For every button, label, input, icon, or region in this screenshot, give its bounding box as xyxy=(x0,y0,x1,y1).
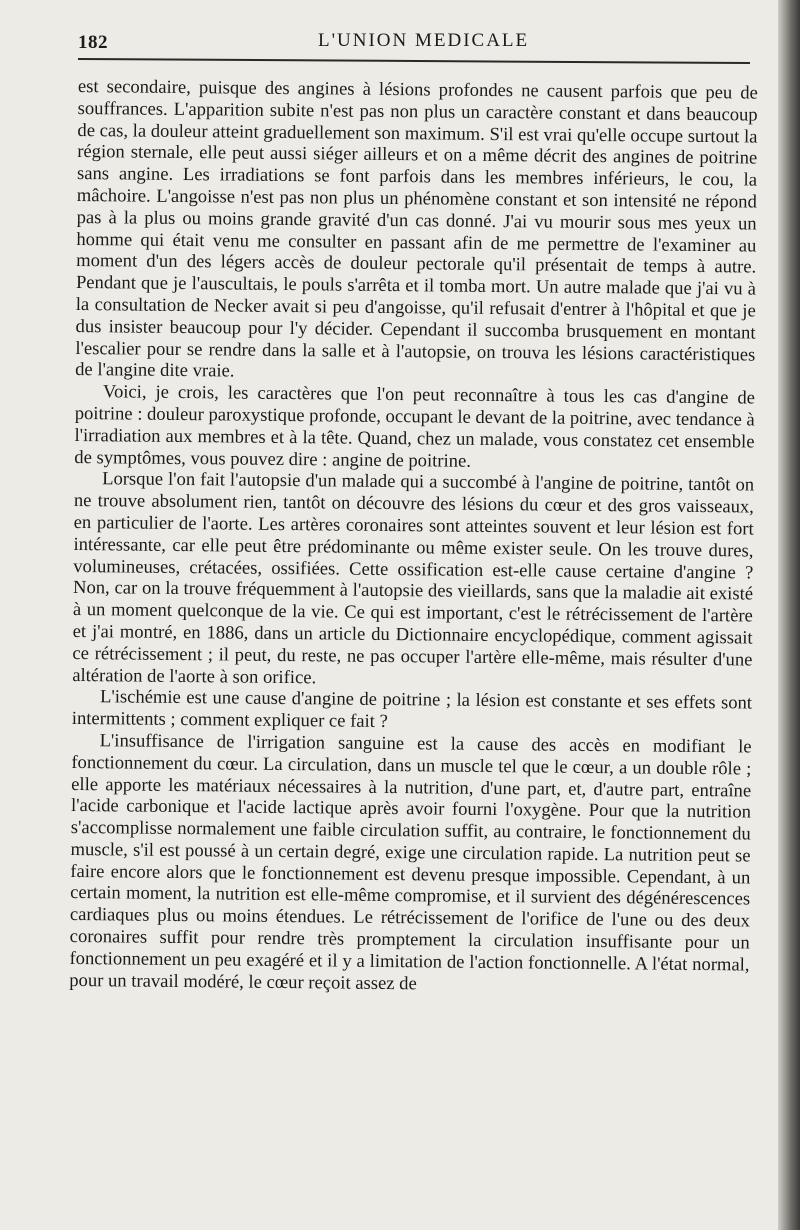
article-body xyxy=(69,76,758,998)
journal-title: L'UNION MEDICALE xyxy=(318,30,530,51)
page-edge-shadow xyxy=(778,0,800,1230)
paragraph: L'ischémie est une cause d'angine de poitrine ; la lésion est constante et ses effets sont intermittents ; comment expliquer ce fait ? xyxy=(71,686,753,733)
running-header xyxy=(78,26,758,62)
paragraph: Lorsque l'on fait l'autopsie d'un malade qui a succombé à l'angine de poitrine, tantôt on ne trouve absolument rien, tantôt on découvre des lésions du cœur et des gros vaisseaux, en particulier de l'aorte. Les artères coronaires sont atteintes souvent et leur lésion est fort intéressante, car elle peut être prédominante ou même exister seule. On les trouve dures, volumineuses, crétacées, ossifiées. Cette ossification est-elle cause certaine d'angine ? Non, car on la trouve fréquemment à l'autopsie des vieillards, sans que la maladie ait existé à un moment quelconque de la vie. Ce qui est important, c'est le rétrécissement de l'artère et j'ai montré, en 1886, dans un article du Dictionnaire encyclopédique, comment agissait ce rétrécissement ; il peut, du reste, ne pas occuper l'artère elle-même, mais résulter d'une altération de l'aorte à son orifice. xyxy=(72,468,755,688)
paragraph: est secondaire, puisque des angines à lésions profondes ne causent parfois que peu de souffrances. L'apparition subite n'est pas non plus un caractère constant et dans beaucoup de cas, la douleur atteint graduellement son maximum. S'il est vrai qu'elle occupe surtout la région sternale, elle peut aussi siéger ailleurs et on a même décrit des angines de poitrine sans angine. Les irradiations se font parfois dans les membres inférieurs, le cou, la mâchoire. L'angoisse n'est pas non plus un phénomène constant et son intensité ne répond pas à la plus ou moins grande gravité d'un cas donné. J'ai vu mourir sous mes yeux un homme qui était venu me consulter en passant afin de me permettre de l'examiner au moment d'un des légers accès de douleur pectorale qu'il présentait de temps à autre. Pendant que je l'auscultais, le pouls s'arrêta et il tomba mort. Un autre malade que j'ai vu à la consultation de Necker avait si peu d'angoisse, qu'il refusait d'entrer à l'hôpital et que je dus insister beaucoup pour l'y décider. Cependant il succomba brusquement en montant l'escalier pour se rendre dans la salle et à l'autopsie, on trouva les lésions caractéristiques de l'angine dite vraie. xyxy=(75,76,758,382)
paragraph: L'insuffisance de l'irrigation sanguine est la cause des accès en modifiant le fonctionnement du cœur. La circulation, dans un muscle tel que le cœur, a un double rôle ; elle apporte les matériaux nécessaires à la nutrition, d'une part, et, d'autre part, entraîne l'acide carbonique et l'acide lactique après avoir fourni l'oxygène. Pour que la nutrition s'accomplisse normalement une faible circulation suffit, au contraire, le fonctionnement du muscle, s'il est poussé à un certain degré, exige une circulation rapide. La nutrition peut se faire encore alors que le fonctionnement est devenu presque impossible. Cependant, à un certain moment, la nutrition est elle-même compromise, et il survient des dégénérescences cardiaques plus ou moins étendues. Le rétrécissement de l'orifice de l'une ou des deux coronaires suffit pour rendre très promptement la circulation insuffisante pour un fonctionnement un peu exagéré et il y a limitation de l'action fonctionnelle. A l'état normal, pour un travail modéré, le cœur reçoit assez de xyxy=(69,730,752,994)
paragraph: Voici, je crois, les caractères que l'on peut reconnaître à tous les cas d'angine de poitrine : douleur paroxystique profonde, occupant le devant de la poitrine, avec tendance à l'irradiation aux membres et à la tête. Quand, chez un malade, vous constatez cet ensemble de symptômes, vous pouvez dire : angine de poitrine. xyxy=(74,381,756,472)
page-number: 182 xyxy=(78,32,108,53)
